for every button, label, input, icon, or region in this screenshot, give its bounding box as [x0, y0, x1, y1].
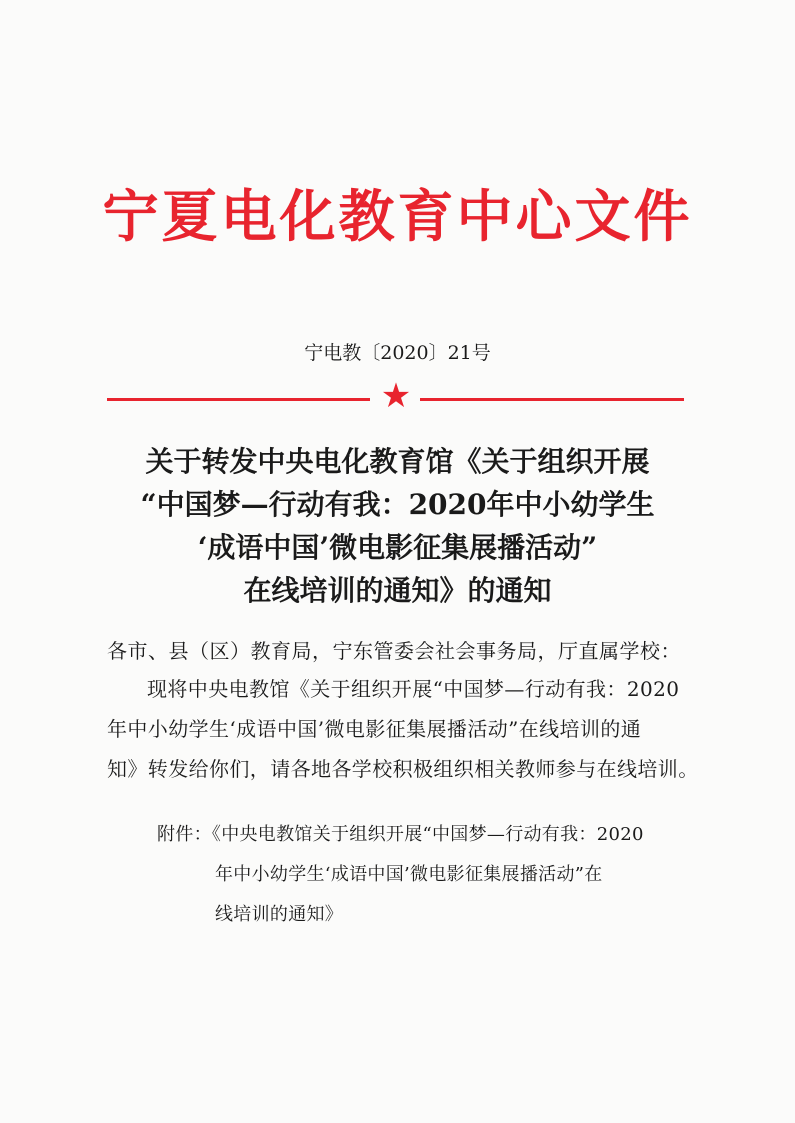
red-rule-right	[420, 398, 684, 401]
notice-title-line: ‘成语中国’微电影征集展播活动”	[197, 531, 598, 564]
red-rule-left	[107, 398, 370, 401]
body-line: 现将中央电教馆《关于组织开展“中国梦—行动有我：2020	[147, 677, 680, 701]
issuer-header-title: 宁夏电化教育中心文件	[102, 185, 693, 250]
notice-title	[60, 440, 735, 612]
recipients-line: 各市、县（区）教育局，宁东管委会社会事务局，厅直属学校：	[107, 639, 681, 663]
attachment-note	[157, 815, 717, 935]
body-line: 年中小幼学生‘成语中国’微电影征集展播活动”在线培训的通	[107, 717, 642, 741]
body-line: 知》转发给你们，请各地各学校积极组织相关教师参与在线培训。	[107, 757, 699, 781]
notice-title-line: “中国梦—行动有我：2020年中小幼学生	[140, 488, 655, 521]
notice-title-line: 关于转发中央电化教育馆《关于组织开展	[145, 445, 650, 478]
notice-body	[107, 633, 707, 789]
attachment-line: 线培训的通知》	[215, 904, 344, 925]
attachment-line: 年中小幼学生‘成语中国’微电影征集展播活动”在	[215, 864, 603, 885]
body-paragraph	[107, 669, 707, 789]
notice-title-line: 在线培训的通知》的通知	[243, 574, 552, 607]
red-star-icon: ★	[380, 376, 412, 416]
attachment-line: 附件：《中央电教馆关于组织开展“中国梦—行动有我：2020	[157, 824, 644, 845]
document-number: 宁电教〔2020〕21号	[304, 342, 491, 364]
